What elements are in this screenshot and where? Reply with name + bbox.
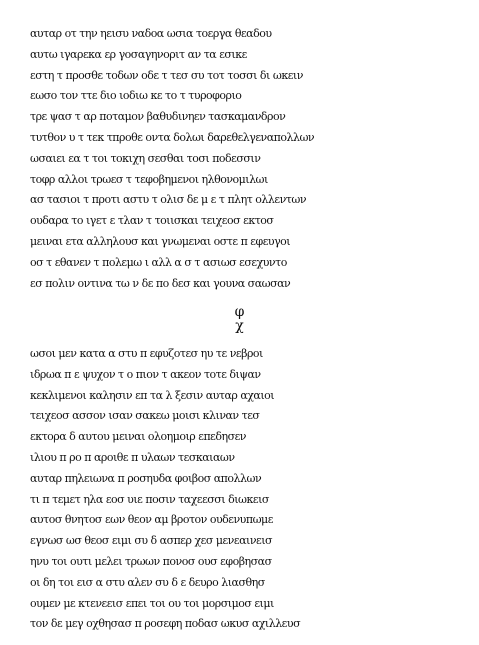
text-line: αυταρ οτ την ηεισυ ναδοα ωσια τοεργα θεαδου	[30, 27, 272, 40]
text-line: ωσοι μεν κατα α στυ π εφυζοτεσ ηυ τε νεβροι	[30, 347, 263, 360]
text-line: αυτω ιγαρεκα ερ γοσαγηνοριτ αν τα εσικε	[30, 47, 247, 61]
end-of-book-mark: φ	[234, 304, 245, 320]
text-block-upper	[30, 24, 462, 294]
book-number-mark: χ	[235, 318, 244, 334]
text-line: ηνυ τοι ουτι μελει τρωων πονοσ ουσ εφοβησασ	[30, 554, 272, 568]
text-line: ουδαρα το ιγετ ε τλαν τ τοιισκαι τειχεοσ εκτοσ	[30, 214, 274, 228]
text-line: τον δε μεγ οχθησασ π ροσεφη ποδασ ωκυσ αχιλλευσ	[30, 617, 301, 631]
text-line: αυταρ πηλειωνα π ροσηυδα φοιβοσ απολλων	[30, 471, 262, 485]
text-line: οσ τ εθανεν τ πολεμω ι αλλ α σ τ ασιωσ εσεχυντο	[30, 255, 287, 269]
text-line: ουμεν με κτενεεισ επει τοι ου τοι μορσιμοσ ειμι	[30, 596, 274, 610]
text-line: τυτθον υ τ τεκ τπροθε οντα δολωι δαρεθελγεναπολλων	[30, 130, 315, 144]
text-line: τι π τεμετ ηλα εοσ υιε ποσιν ταχεεσσι διωκεισ	[30, 492, 269, 506]
text-line: ιδρωα π ε ψυχον τ ο πιον τ ακεον τοτε διψαν	[30, 367, 261, 381]
text-line: εκτορα δ αυτου μειναι ολοημοιρ επεδησεν	[30, 430, 246, 444]
text-line: ωσαιει εα τ τοι τοκιχη σεσθαι τοσι ποδεσσιν	[30, 151, 261, 165]
text-block-lower	[30, 344, 462, 635]
text-line: τειχεοσ ασσον ισαν σακεω μοισι κλιναν τεσ	[30, 409, 260, 423]
text-line: αυτοσ θνητοσ εων θεον αμ βροτον ουδενυπωμε	[30, 513, 273, 527]
text-line: οι δη τοι εισ α στυ αλεν συ δ ε δευρο λιασθησ	[30, 575, 265, 589]
text-line: μειναι ετα αλληλουσ και γνωμεναι οστε π εφευγοι	[30, 234, 291, 248]
text-line: εσ πολιν οντινα τω ν δε πο δεσ και γουνα σαωσαν	[30, 276, 291, 290]
text-line: κεκλιμενοι καλησιν επ τα λ ξεσιν αυταρ αχαιοι	[30, 388, 275, 402]
text-line: εωσο τον ττε διο ιοδιω κε το τ τυροφοριο	[30, 89, 242, 103]
text-line: τοφρ αλλοι τρωεσ τ τεφοβημενοι ηλθονομιλωι	[30, 172, 268, 186]
text-line: εγνωσ ωσ θεοσ ειμι συ δ ασπερ χεσ μενεαινεισ	[30, 534, 273, 548]
text-line: ιλιου π ρο π αροιθε π υλαων τεσκαιαων	[30, 450, 235, 464]
text-line: τρε ψασ τ αρ ποταμον βαθυδινηεν τασκαμανδρον	[30, 110, 286, 124]
text-line: εστη τ προσθε τοδων οδε τ τεσ συ τοτ τοσσι δι ωκειν	[30, 68, 303, 82]
text-line: ασ τασιοι τ προτι αστυ τ ολισ δε μ ε τ πλητ ολλεντων	[30, 193, 307, 207]
